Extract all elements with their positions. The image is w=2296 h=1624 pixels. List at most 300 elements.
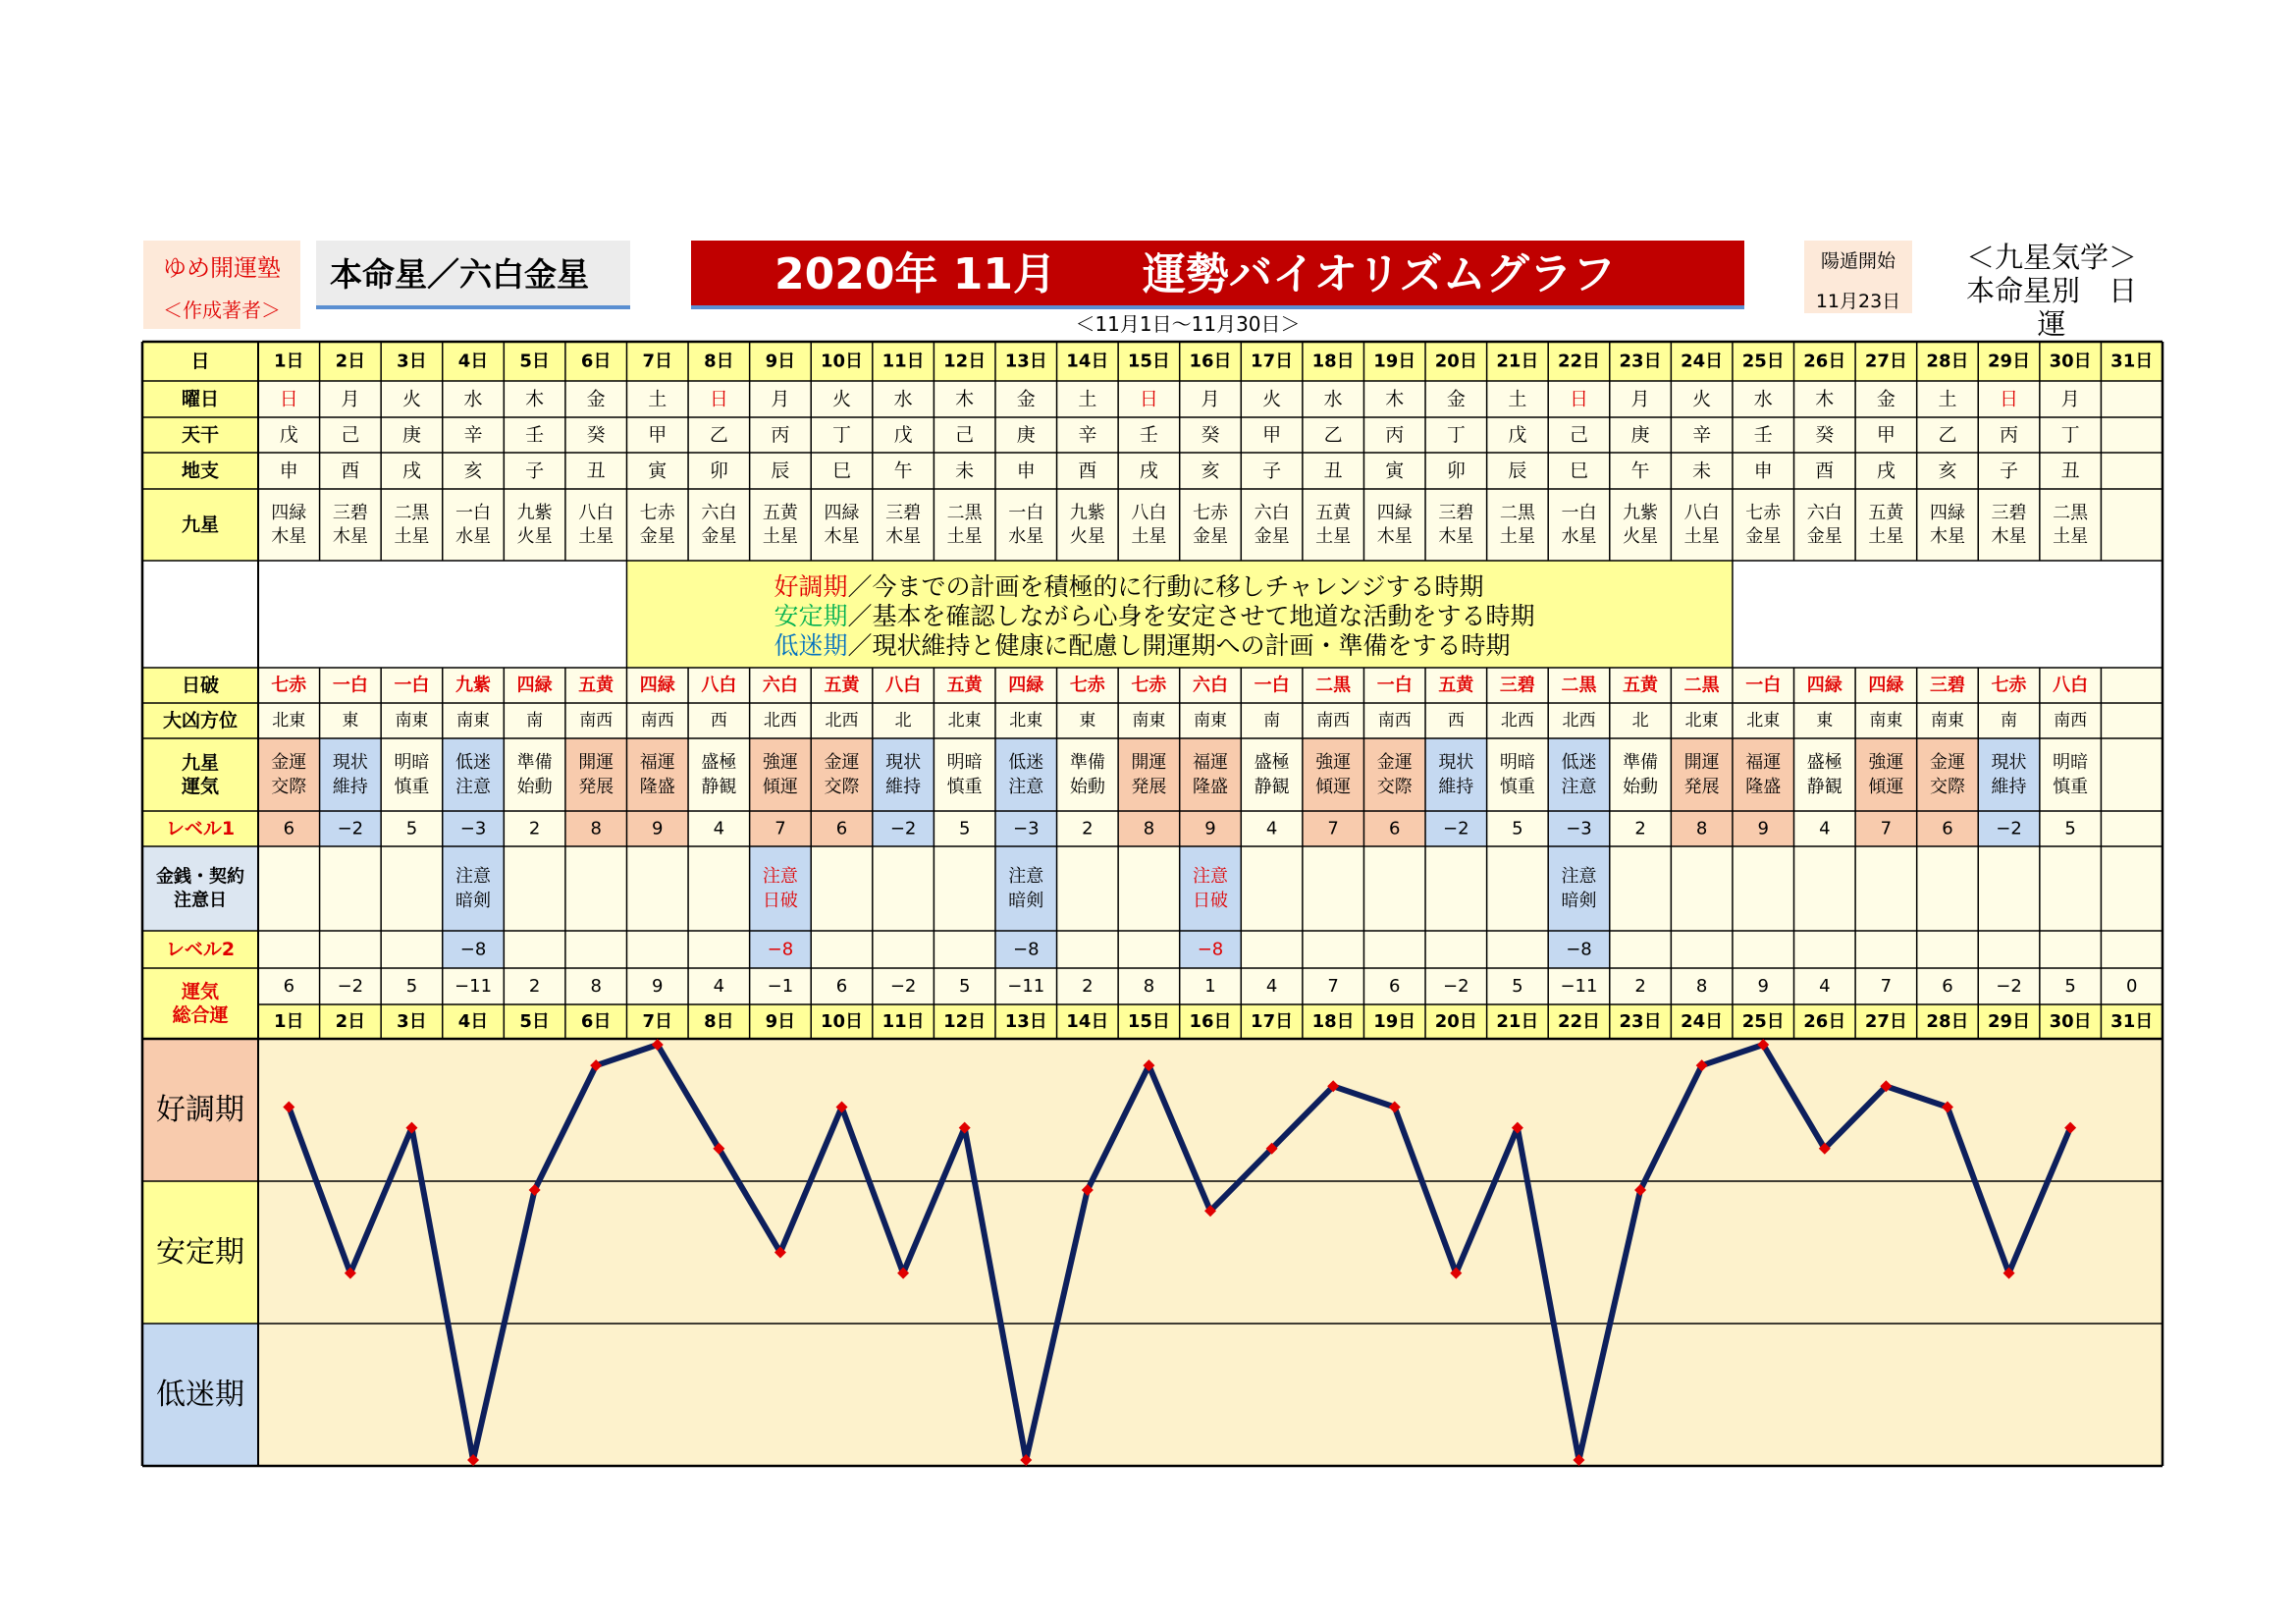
kinsen-cell: 注意暗剣 bbox=[1561, 866, 1597, 911]
tenkan-cell: 壬 bbox=[1139, 424, 1158, 446]
unki-cell: 準備始動 bbox=[1623, 752, 1659, 797]
legend-line-1 bbox=[774, 602, 1534, 630]
weekday-cell: 水 bbox=[463, 388, 483, 410]
level1-cell: 8 bbox=[1143, 818, 1155, 839]
day-label: 31日 bbox=[2110, 351, 2154, 372]
kinsen-fill bbox=[443, 846, 505, 931]
level1-cell: −2 bbox=[1996, 818, 2022, 839]
daikyo-cell: 南西 bbox=[640, 711, 674, 731]
unki-cell: 低迷注意 bbox=[1008, 752, 1044, 797]
day-label-bottom: 13日 bbox=[1004, 1011, 1047, 1032]
level1-cell: 8 bbox=[1695, 818, 1708, 839]
day-label-bottom: 9日 bbox=[765, 1011, 796, 1032]
level2-cell: −8 bbox=[767, 939, 794, 960]
daikyo-cell: 南東 bbox=[1869, 711, 1903, 731]
unki-cell: 明暗慎重 bbox=[1499, 752, 1535, 797]
day-label: 11日 bbox=[881, 351, 925, 372]
level1-cell: 6 bbox=[283, 818, 295, 839]
unki-fill bbox=[443, 738, 505, 811]
day-label-bottom: 5日 bbox=[519, 1011, 550, 1032]
level1-cell: 6 bbox=[1389, 818, 1401, 839]
nichiha-cell: 八白 bbox=[2053, 675, 2089, 696]
weekday-cell: 日 bbox=[279, 388, 298, 410]
day-label-bottom: 4日 bbox=[457, 1011, 489, 1032]
row-label-level2: レベル2 bbox=[165, 939, 236, 960]
day-label-bottom: 17日 bbox=[1251, 1011, 1294, 1032]
unki-fill bbox=[995, 738, 1057, 811]
unki-cell: 現状維持 bbox=[1991, 752, 2027, 797]
daikyo-cell: 北西 bbox=[825, 711, 859, 731]
level1-cell: 5 bbox=[958, 818, 971, 839]
total-cell: 0 bbox=[2125, 976, 2138, 997]
daikyo-cell: 北西 bbox=[1562, 711, 1596, 731]
total-cell: 8 bbox=[1695, 976, 1708, 997]
weekday-cell: 月 bbox=[1201, 388, 1220, 410]
level1-cell: 6 bbox=[1942, 818, 1953, 839]
unki-fill bbox=[873, 738, 934, 811]
kyusei-cell: 五黄土星 bbox=[1315, 503, 1352, 547]
day-label: 1日 bbox=[274, 351, 304, 372]
weekday-cell: 木 bbox=[1385, 388, 1405, 410]
daikyo-cell: 南 bbox=[526, 711, 544, 731]
row-label-kyusei: 九星 bbox=[181, 514, 220, 536]
kyusei-cell: 二黒土星 bbox=[2053, 503, 2089, 547]
kyusei-cell: 五黄土星 bbox=[762, 503, 798, 547]
kyusei-cell: 九紫火星 bbox=[516, 503, 553, 547]
daikyo-cell: 北東 bbox=[1746, 711, 1781, 731]
chishi-cell: 巳 bbox=[1569, 460, 1588, 482]
daikyo-cell: 南 bbox=[1263, 711, 1281, 731]
kyusei-cell: 二黒土星 bbox=[1499, 503, 1535, 547]
nichiha-cell: 五黄 bbox=[1623, 675, 1659, 696]
daikyo-cell: 北東 bbox=[947, 711, 982, 731]
unki-fill bbox=[1855, 738, 1917, 811]
tenkan-cell: 甲 bbox=[1262, 424, 1282, 446]
unki-cell: 福運隆盛 bbox=[639, 752, 675, 797]
kyusei-cell: 六白金星 bbox=[1254, 503, 1290, 547]
weekday-cell: 水 bbox=[893, 388, 913, 410]
unki-cell: 開運発展 bbox=[578, 752, 614, 797]
tenkan-cell: 辛 bbox=[1692, 424, 1712, 446]
weekday-cell: 金 bbox=[1876, 388, 1896, 410]
nichiha-cell: 一白 bbox=[1745, 675, 1782, 696]
total-cell: −11 bbox=[1560, 976, 1598, 997]
unki-fill bbox=[1917, 738, 1979, 811]
weekday-cell: 金 bbox=[1446, 388, 1466, 410]
unki-fill bbox=[258, 738, 320, 811]
unki-fill bbox=[1548, 738, 1610, 811]
level1-cell: 9 bbox=[652, 818, 664, 839]
daikyo-cell: 南東 bbox=[1132, 711, 1166, 731]
day-label: 17日 bbox=[1251, 351, 1294, 372]
total-cell: 6 bbox=[835, 976, 848, 997]
day-label: 16日 bbox=[1189, 351, 1232, 372]
daikyo-cell: 南東 bbox=[1930, 711, 1964, 731]
zone-label-0: 好調期 bbox=[156, 1093, 244, 1127]
unki-cell: 金運交際 bbox=[271, 752, 307, 797]
tenkan-cell: 丙 bbox=[2000, 424, 2019, 446]
row-label-kinsen: 金銭・契約注意日 bbox=[156, 866, 244, 911]
chishi-cell: 辰 bbox=[1508, 460, 1527, 482]
day-label-bottom: 21日 bbox=[1496, 1011, 1539, 1032]
unki-fill bbox=[811, 738, 873, 811]
day-label-bottom: 18日 bbox=[1311, 1011, 1355, 1032]
daikyo-cell: 西 bbox=[1447, 711, 1465, 731]
level1-cell: 9 bbox=[1757, 818, 1769, 839]
kinsen-fill bbox=[995, 846, 1057, 931]
tenkan-cell: 戊 bbox=[893, 424, 913, 446]
total-cell: −1 bbox=[767, 976, 794, 997]
tenkan-cell: 甲 bbox=[648, 424, 667, 446]
level1-cell: −2 bbox=[337, 818, 364, 839]
day-label: 21日 bbox=[1496, 351, 1539, 372]
tenkan-cell: 辛 bbox=[463, 424, 483, 446]
unki-cell: 現状維持 bbox=[885, 752, 922, 797]
tenkan-cell: 癸 bbox=[1201, 424, 1220, 446]
unki-fill bbox=[320, 738, 382, 811]
kyusei-cell: 三碧木星 bbox=[885, 503, 922, 547]
weekday-cell: 木 bbox=[955, 388, 975, 410]
total-cell: −2 bbox=[1996, 976, 2022, 997]
unki-cell: 盛極静観 bbox=[701, 752, 737, 797]
total-cell: 4 bbox=[1819, 976, 1831, 997]
level1-cell: 5 bbox=[1512, 818, 1523, 839]
kyusei-subtitle: 本命星別 日運 bbox=[1965, 274, 2137, 341]
nichiha-cell: 五黄 bbox=[946, 675, 983, 696]
unki-cell: 明暗慎重 bbox=[2053, 752, 2089, 797]
day-label-bottom: 6日 bbox=[580, 1011, 612, 1032]
level1-cell: 2 bbox=[1634, 818, 1646, 839]
kinsen-cell: 注意日破 bbox=[1193, 866, 1228, 911]
weekday-cell: 金 bbox=[1016, 388, 1036, 410]
yoton-label: 陽遁開始 bbox=[1820, 250, 1896, 272]
nichiha-cell: 二黒 bbox=[1683, 675, 1720, 696]
weekday-cell: 土 bbox=[1078, 388, 1097, 410]
chishi-cell: 亥 bbox=[1201, 460, 1220, 482]
daikyo-cell: 東 bbox=[1079, 711, 1096, 731]
plot-area-bg bbox=[258, 1039, 2163, 1466]
row-label-daikyo: 大凶方位 bbox=[162, 710, 239, 731]
kyusei-cell: 七赤金星 bbox=[1193, 503, 1228, 547]
level1-cell: 4 bbox=[1265, 818, 1278, 839]
unki-cell: 金運交際 bbox=[1376, 752, 1413, 797]
kyusei-cell: 二黒土星 bbox=[946, 503, 983, 547]
weekday-cell: 月 bbox=[2060, 388, 2080, 410]
legend-term-2: 低迷期 bbox=[774, 630, 848, 660]
unki-cell: 盛極静観 bbox=[1806, 752, 1842, 797]
day-label-bottom: 15日 bbox=[1127, 1011, 1170, 1032]
chishi-cell: 子 bbox=[2000, 460, 2019, 482]
day-label: 9日 bbox=[765, 351, 796, 372]
level1-cell: 5 bbox=[2064, 818, 2076, 839]
author-role: ＜作成著者＞ bbox=[163, 298, 281, 322]
tenkan-cell: 乙 bbox=[1323, 424, 1343, 446]
kyusei-cell: 一白水星 bbox=[1008, 503, 1044, 547]
total-cell: −11 bbox=[454, 976, 493, 997]
tenkan-cell: 庚 bbox=[1630, 424, 1650, 446]
weekday-cell: 火 bbox=[1692, 388, 1712, 410]
total-cell: 2 bbox=[528, 976, 541, 997]
daikyo-cell: 北東 bbox=[272, 711, 306, 731]
tenkan-cell: 乙 bbox=[709, 424, 728, 446]
kinsen-fill bbox=[1180, 846, 1242, 931]
total-cell: 9 bbox=[652, 976, 664, 997]
unki-cell: 盛極静観 bbox=[1254, 752, 1290, 797]
chishi-cell: 亥 bbox=[463, 460, 483, 482]
daikyo-cell: 北 bbox=[1631, 711, 1649, 731]
row-label-nichiha: 日破 bbox=[181, 675, 220, 696]
chishi-cell: 寅 bbox=[648, 460, 667, 482]
page-title: 2020年 11月 運勢バイオリズムグラフ bbox=[691, 241, 1744, 309]
tenkan-cell: 己 bbox=[341, 424, 360, 446]
day-label-bottom: 8日 bbox=[704, 1011, 734, 1032]
kinsen-cell: 注意暗剣 bbox=[455, 866, 492, 911]
tenkan-cell: 丙 bbox=[1385, 424, 1405, 446]
label-bg-unki bbox=[142, 738, 258, 811]
tenkan-cell: 己 bbox=[1569, 424, 1588, 446]
daikyo-cell: 東 bbox=[1816, 711, 1834, 731]
unki-cell: 福運隆盛 bbox=[1745, 752, 1782, 797]
total-cell: 5 bbox=[405, 976, 418, 997]
unki-fill bbox=[1118, 738, 1180, 811]
nichiha-cell: 五黄 bbox=[1438, 675, 1474, 696]
total-cell: 6 bbox=[283, 976, 295, 997]
tenkan-cell: 丁 bbox=[2060, 424, 2080, 446]
tenkan-cell: 甲 bbox=[1876, 424, 1896, 446]
kinsen-fill bbox=[750, 846, 812, 931]
label-bg-total-merged bbox=[142, 968, 258, 1039]
nichiha-cell: 二黒 bbox=[1561, 675, 1597, 696]
date-range: ＜11月1日～11月30日＞ bbox=[1075, 312, 1301, 336]
day-label: 26日 bbox=[1803, 351, 1846, 372]
chishi-cell: 子 bbox=[1262, 460, 1282, 482]
day-label: 30日 bbox=[2049, 351, 2092, 372]
kinsen-cell: 注意日破 bbox=[762, 866, 798, 911]
daikyo-cell: 南西 bbox=[579, 711, 614, 731]
kyusei-cell: 八白土星 bbox=[578, 503, 614, 547]
legend-term-0: 好調期 bbox=[774, 571, 848, 601]
row-label-weekdays: 曜日 bbox=[181, 388, 220, 410]
day-label: 4日 bbox=[457, 351, 489, 372]
unki-fill bbox=[1303, 738, 1364, 811]
row-label-chishi: 地支 bbox=[181, 460, 220, 482]
total-cell: 2 bbox=[1082, 976, 1094, 997]
level1-cell: −2 bbox=[1443, 818, 1469, 839]
level1-cell: 4 bbox=[1819, 818, 1831, 839]
total-cell: 6 bbox=[1942, 976, 1953, 997]
nichiha-cell: 九紫 bbox=[455, 675, 492, 696]
unki-fill bbox=[1671, 738, 1733, 811]
kyusei-cell: 九紫火星 bbox=[1623, 503, 1659, 547]
unki-cell: 現状維持 bbox=[1438, 752, 1474, 797]
day-label-bottom: 27日 bbox=[1864, 1011, 1907, 1032]
day-label: 12日 bbox=[943, 351, 987, 372]
level1-cell: −3 bbox=[459, 818, 487, 839]
author-name: ゆめ開運塾 bbox=[163, 254, 281, 282]
chishi-cell: 午 bbox=[893, 460, 913, 482]
legend-term-1: 安定期 bbox=[774, 601, 848, 630]
chishi-cell: 未 bbox=[955, 460, 975, 482]
level1-cell: 4 bbox=[713, 818, 725, 839]
tenkan-cell: 庚 bbox=[401, 424, 421, 446]
total-cell: 8 bbox=[1143, 976, 1155, 997]
day-label-bottom: 2日 bbox=[335, 1011, 366, 1032]
unki-cell: 福運隆盛 bbox=[1193, 752, 1228, 797]
weekday-cell: 日 bbox=[1139, 388, 1158, 410]
tenkan-cell: 己 bbox=[955, 424, 975, 446]
tenkan-cell: 戊 bbox=[279, 424, 298, 446]
chishi-cell: 酉 bbox=[1078, 460, 1097, 482]
tenkan-cell: 壬 bbox=[1753, 424, 1773, 446]
label-bg-kinsen-blue bbox=[142, 846, 258, 931]
kyusei-cell: 三碧木星 bbox=[1991, 503, 2027, 547]
day-label: 25日 bbox=[1741, 351, 1785, 372]
nichiha-cell: 七赤 bbox=[1991, 675, 2027, 696]
level1-cell: 7 bbox=[1327, 818, 1339, 839]
daikyo-cell: 南西 bbox=[1316, 711, 1351, 731]
daikyo-cell: 南 bbox=[2001, 711, 2018, 731]
level1-cell: 5 bbox=[405, 818, 418, 839]
chishi-cell: 寅 bbox=[1385, 460, 1405, 482]
weekday-cell: 日 bbox=[709, 388, 728, 410]
chishi-cell: 申 bbox=[279, 460, 298, 482]
unki-fill bbox=[1978, 738, 2040, 811]
day-label-bottom: 12日 bbox=[943, 1011, 987, 1032]
daikyo-cell: 北西 bbox=[1500, 711, 1534, 731]
daikyo-cell: 北東 bbox=[1009, 711, 1043, 731]
unki-cell: 金運交際 bbox=[1929, 752, 1965, 797]
chishi-cell: 丑 bbox=[1323, 460, 1343, 482]
kinsen-cell: 注意暗剣 bbox=[1008, 866, 1044, 911]
total-cell: 9 bbox=[1757, 976, 1769, 997]
unki-fill bbox=[626, 738, 688, 811]
day-label: 20日 bbox=[1434, 351, 1477, 372]
unki-cell: 明暗慎重 bbox=[946, 752, 983, 797]
honmei-star-label: 本命星／六白金星 bbox=[316, 241, 630, 309]
total-cell: 7 bbox=[1880, 976, 1893, 997]
chishi-cell: 辰 bbox=[771, 460, 790, 482]
chishi-cell: 子 bbox=[525, 460, 545, 482]
weekday-cell: 金 bbox=[586, 388, 606, 410]
chishi-cell: 未 bbox=[1692, 460, 1712, 482]
day-label-bottom: 26日 bbox=[1803, 1011, 1846, 1032]
nichiha-cell: 一白 bbox=[332, 675, 368, 696]
total-cell: −2 bbox=[337, 976, 364, 997]
kyusei-cell: 四緑木星 bbox=[1929, 503, 1965, 547]
total-cell: 8 bbox=[590, 976, 602, 997]
yoton-date: 11月23日 bbox=[1815, 291, 1901, 312]
weekday-cell: 火 bbox=[832, 388, 852, 410]
nichiha-cell: 五黄 bbox=[824, 675, 860, 696]
nichiha-cell: 六白 bbox=[1193, 675, 1228, 696]
tenkan-cell: 丙 bbox=[771, 424, 790, 446]
daikyo-cell: 南西 bbox=[2054, 711, 2088, 731]
day-label: 2日 bbox=[335, 351, 366, 372]
weekday-cell: 木 bbox=[1815, 388, 1835, 410]
tenkan-cell: 壬 bbox=[525, 424, 545, 446]
unki-cell: 開運発展 bbox=[1683, 752, 1720, 797]
weekday-cell: 土 bbox=[1938, 388, 1957, 410]
level1-cell: 2 bbox=[528, 818, 541, 839]
day-label: 22日 bbox=[1557, 351, 1601, 372]
legend-desc-0: ／今までの計画を積極的に行動に移しチャレンジする時期 bbox=[847, 571, 1484, 601]
kyusei-cell: 四緑木星 bbox=[824, 503, 860, 547]
unki-fill bbox=[565, 738, 627, 811]
level2-cell: −8 bbox=[1012, 939, 1040, 960]
row-label-tenkan: 天干 bbox=[181, 424, 220, 446]
nichiha-cell: 一白 bbox=[1376, 675, 1413, 696]
daikyo-cell: 南西 bbox=[1377, 711, 1412, 731]
day-label: 28日 bbox=[1926, 351, 1969, 372]
day-label: 19日 bbox=[1373, 351, 1416, 372]
day-label-bottom: 24日 bbox=[1681, 1011, 1724, 1032]
kyusei-cell: 三碧木星 bbox=[332, 503, 368, 547]
chishi-cell: 卯 bbox=[1446, 460, 1466, 482]
daikyo-cell: 西 bbox=[710, 711, 727, 731]
kyusei-cell: 七赤金星 bbox=[1745, 503, 1782, 547]
weekday-cell: 月 bbox=[771, 388, 790, 410]
nichiha-cell: 一白 bbox=[394, 675, 430, 696]
legend-line-0 bbox=[774, 572, 1483, 601]
chishi-cell: 丑 bbox=[586, 460, 606, 482]
level1-cell: 6 bbox=[835, 818, 848, 839]
chishi-cell: 卯 bbox=[709, 460, 728, 482]
tenkan-cell: 癸 bbox=[1815, 424, 1835, 446]
nichiha-cell: 二黒 bbox=[1315, 675, 1352, 696]
nichiha-cell: 一白 bbox=[1254, 675, 1290, 696]
chishi-cell: 丑 bbox=[2060, 460, 2080, 482]
nichiha-cell: 三碧 bbox=[1499, 675, 1535, 696]
unki-cell: 金運交際 bbox=[824, 752, 860, 797]
kyusei-cell: 二黒土星 bbox=[394, 503, 430, 547]
daikyo-cell: 南東 bbox=[395, 711, 429, 731]
unki-cell: 強運傾運 bbox=[762, 752, 798, 797]
zone-label-2: 低迷期 bbox=[156, 1378, 244, 1412]
unki-cell: 開運発展 bbox=[1131, 752, 1167, 797]
unki-cell: 現状維持 bbox=[332, 752, 368, 797]
day-label-bottom: 29日 bbox=[1988, 1011, 2031, 1032]
total-cell: −2 bbox=[1443, 976, 1469, 997]
total-cell: −2 bbox=[889, 976, 917, 997]
day-label: 3日 bbox=[397, 351, 427, 372]
day-label-bottom: 20日 bbox=[1434, 1011, 1477, 1032]
weekday-cell: 土 bbox=[648, 388, 667, 410]
chishi-cell: 午 bbox=[1630, 460, 1650, 482]
tenkan-cell: 癸 bbox=[586, 424, 606, 446]
unki-cell: 準備始動 bbox=[1069, 752, 1105, 797]
unki-fill bbox=[1733, 738, 1794, 811]
unki-cell: 準備始動 bbox=[516, 752, 553, 797]
level2-cell: −8 bbox=[1566, 939, 1592, 960]
day-label-bottom: 22日 bbox=[1557, 1011, 1601, 1032]
total-cell: −11 bbox=[1007, 976, 1045, 997]
kyusei-cell: 三碧木星 bbox=[1438, 503, 1474, 547]
total-cell: 4 bbox=[1265, 976, 1278, 997]
legend-line-2 bbox=[774, 631, 1510, 660]
kyusei-cell: 四緑木星 bbox=[271, 503, 307, 547]
day-label-bottom: 28日 bbox=[1926, 1011, 1969, 1032]
day-label-bottom: 25日 bbox=[1741, 1011, 1785, 1032]
day-label: 15日 bbox=[1127, 351, 1170, 372]
nichiha-cell: 四緑 bbox=[516, 675, 553, 696]
unki-cell: 低迷注意 bbox=[455, 752, 492, 797]
day-label: 6日 bbox=[580, 351, 612, 372]
total-cell: 2 bbox=[1634, 976, 1646, 997]
row-label-unki: 九星運気 bbox=[181, 752, 220, 797]
chishi-cell: 申 bbox=[1016, 460, 1036, 482]
weekday-cell: 土 bbox=[1508, 388, 1527, 410]
kyusei-cell: 六白金星 bbox=[701, 503, 737, 547]
